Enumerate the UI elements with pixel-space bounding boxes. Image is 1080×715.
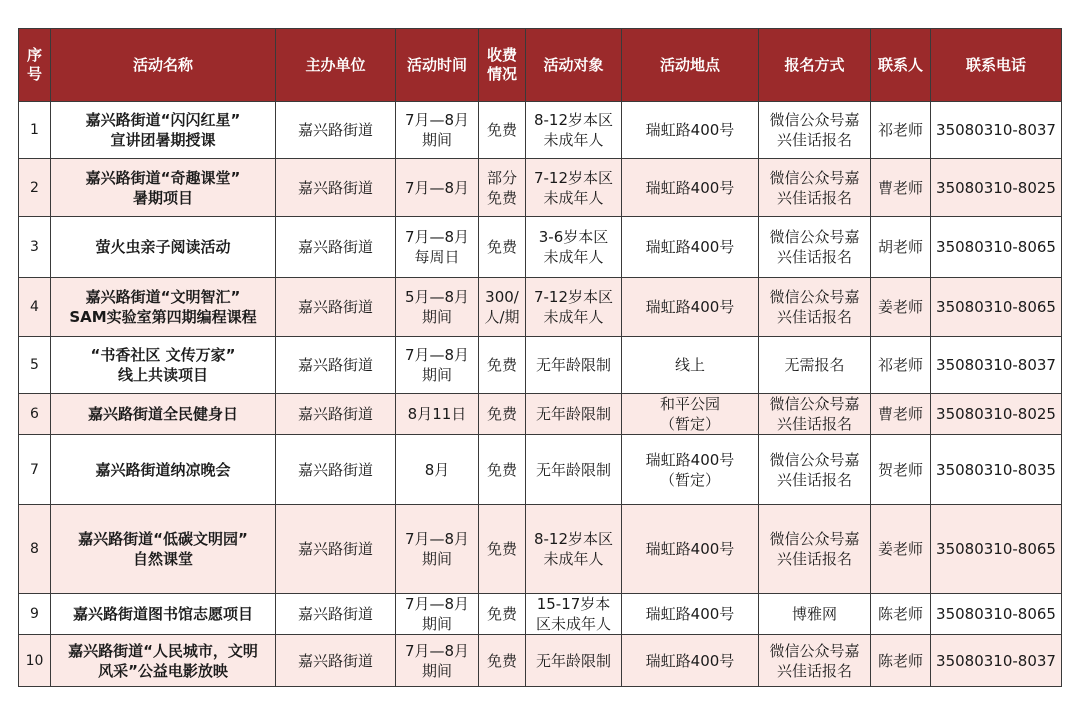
organizer: 嘉兴路街道 [276, 217, 396, 278]
contact-phone: 35080310-8037 [931, 635, 1062, 687]
audience: 15-17岁本 区未成年人 [526, 594, 622, 635]
activity-name: 嘉兴路街道图书馆志愿项目 [51, 594, 276, 635]
organizer: 嘉兴路街道 [276, 159, 396, 217]
header-cell-location: 活动地点 [622, 29, 759, 102]
audience: 无年龄限制 [526, 337, 622, 394]
table-row [19, 217, 1062, 278]
contact-phone: 35080310-8065 [931, 505, 1062, 594]
activity-name: 萤火虫亲子阅读活动 [51, 217, 276, 278]
organizer: 嘉兴路街道 [276, 278, 396, 337]
contact-person: 胡老师 [871, 217, 931, 278]
header-cell-index: 序 号 [19, 29, 51, 102]
table-row [19, 594, 1062, 635]
location: 瑞虹路400号 [622, 278, 759, 337]
activity-name: 嘉兴路街道“低碳文明园” 自然课堂 [51, 505, 276, 594]
contact-phone: 35080310-8035 [931, 435, 1062, 505]
location: 瑞虹路400号 （暂定） [622, 435, 759, 505]
activity-time: 7月—8月 期间 [396, 635, 479, 687]
location: 瑞虹路400号 [622, 635, 759, 687]
signup-method: 微信公众号嘉 兴佳话报名 [759, 159, 871, 217]
organizer: 嘉兴路街道 [276, 337, 396, 394]
fee: 部分 免费 [479, 159, 526, 217]
audience: 无年龄限制 [526, 435, 622, 505]
organizer: 嘉兴路街道 [276, 635, 396, 687]
location: 瑞虹路400号 [622, 505, 759, 594]
contact-person: 姜老师 [871, 278, 931, 337]
contact-person: 姜老师 [871, 505, 931, 594]
contact-phone: 35080310-8025 [931, 159, 1062, 217]
fee: 免费 [479, 635, 526, 687]
location: 线上 [622, 337, 759, 394]
activity-time: 7月—8月 期间 [396, 337, 479, 394]
organizer: 嘉兴路街道 [276, 505, 396, 594]
row-index: 4 [19, 278, 51, 337]
contact-phone: 35080310-8065 [931, 278, 1062, 337]
contact-person: 陈老师 [871, 635, 931, 687]
activity-time: 7月—8月 [396, 159, 479, 217]
audience: 8-12岁本区 未成年人 [526, 505, 622, 594]
signup-method: 微信公众号嘉 兴佳话报名 [759, 217, 871, 278]
location: 瑞虹路400号 [622, 102, 759, 159]
fee: 免费 [479, 594, 526, 635]
row-index: 9 [19, 594, 51, 635]
activity-name: 嘉兴路街道全民健身日 [51, 394, 276, 435]
contact-person: 陈老师 [871, 594, 931, 635]
header-cell-audience: 活动对象 [526, 29, 622, 102]
activity-time: 8月 [396, 435, 479, 505]
header-row [19, 29, 1062, 102]
table-row [19, 394, 1062, 435]
fee: 免费 [479, 505, 526, 594]
header-cell-phone: 联系电话 [931, 29, 1062, 102]
fee: 免费 [479, 102, 526, 159]
row-index: 5 [19, 337, 51, 394]
header-cell-fee: 收费 情况 [479, 29, 526, 102]
header-cell-organizer: 主办单位 [276, 29, 396, 102]
contact-person: 祁老师 [871, 337, 931, 394]
row-index: 3 [19, 217, 51, 278]
location: 瑞虹路400号 [622, 159, 759, 217]
activity-name: 嘉兴路街道“闪闪红星” 宣讲团暑期授课 [51, 102, 276, 159]
contact-phone: 35080310-8065 [931, 594, 1062, 635]
row-index: 10 [19, 635, 51, 687]
table-row [19, 102, 1062, 159]
row-index: 1 [19, 102, 51, 159]
contact-phone: 35080310-8037 [931, 102, 1062, 159]
fee: 免费 [479, 217, 526, 278]
location: 和平公园 （暂定） [622, 394, 759, 435]
signup-method: 无需报名 [759, 337, 871, 394]
table-row [19, 435, 1062, 505]
header-cell-time: 活动时间 [396, 29, 479, 102]
audience: 8-12岁本区 未成年人 [526, 102, 622, 159]
header-cell-signup: 报名方式 [759, 29, 871, 102]
table-row [19, 337, 1062, 394]
row-index: 7 [19, 435, 51, 505]
activity-time: 7月—8月 每周日 [396, 217, 479, 278]
signup-method: 微信公众号嘉 兴佳话报名 [759, 635, 871, 687]
signup-method: 微信公众号嘉 兴佳话报名 [759, 278, 871, 337]
activity-time: 5月—8月 期间 [396, 278, 479, 337]
signup-method: 博雅网 [759, 594, 871, 635]
activity-name: 嘉兴路街道“文明智汇” SAM实验室第四期编程课程 [51, 278, 276, 337]
organizer: 嘉兴路街道 [276, 435, 396, 505]
contact-person: 曹老师 [871, 159, 931, 217]
location: 瑞虹路400号 [622, 217, 759, 278]
signup-method: 微信公众号嘉 兴佳话报名 [759, 435, 871, 505]
activity-table [18, 28, 1062, 687]
signup-method: 微信公众号嘉 兴佳话报名 [759, 505, 871, 594]
contact-person: 贺老师 [871, 435, 931, 505]
organizer: 嘉兴路街道 [276, 594, 396, 635]
activity-name: 嘉兴路街道纳凉晚会 [51, 435, 276, 505]
activity-table-container [18, 28, 1061, 687]
audience: 无年龄限制 [526, 635, 622, 687]
contact-phone: 35080310-8065 [931, 217, 1062, 278]
row-index: 8 [19, 505, 51, 594]
fee: 300/ 人/期 [479, 278, 526, 337]
activity-time: 7月—8月 期间 [396, 594, 479, 635]
table-row [19, 635, 1062, 687]
table-row [19, 278, 1062, 337]
organizer: 嘉兴路街道 [276, 394, 396, 435]
fee: 免费 [479, 337, 526, 394]
activity-name: 嘉兴路街道“人民城市，文明 风采”公益电影放映 [51, 635, 276, 687]
header-cell-contact: 联系人 [871, 29, 931, 102]
activity-time: 7月—8月 期间 [396, 102, 479, 159]
audience: 3-6岁本区 未成年人 [526, 217, 622, 278]
fee: 免费 [479, 394, 526, 435]
location: 瑞虹路400号 [622, 594, 759, 635]
activity-time: 8月11日 [396, 394, 479, 435]
signup-method: 微信公众号嘉 兴佳话报名 [759, 102, 871, 159]
audience: 7-12岁本区 未成年人 [526, 278, 622, 337]
row-index: 6 [19, 394, 51, 435]
contact-phone: 35080310-8025 [931, 394, 1062, 435]
organizer: 嘉兴路街道 [276, 102, 396, 159]
audience: 7-12岁本区 未成年人 [526, 159, 622, 217]
header-cell-name: 活动名称 [51, 29, 276, 102]
audience: 无年龄限制 [526, 394, 622, 435]
table-row [19, 505, 1062, 594]
fee: 免费 [479, 435, 526, 505]
contact-phone: 35080310-8037 [931, 337, 1062, 394]
activity-name: “书香社区 文传万家” 线上共读项目 [51, 337, 276, 394]
table-row [19, 159, 1062, 217]
contact-person: 祁老师 [871, 102, 931, 159]
row-index: 2 [19, 159, 51, 217]
contact-person: 曹老师 [871, 394, 931, 435]
activity-name: 嘉兴路街道“奇趣课堂” 暑期项目 [51, 159, 276, 217]
signup-method: 微信公众号嘉 兴佳话报名 [759, 394, 871, 435]
activity-time: 7月—8月 期间 [396, 505, 479, 594]
